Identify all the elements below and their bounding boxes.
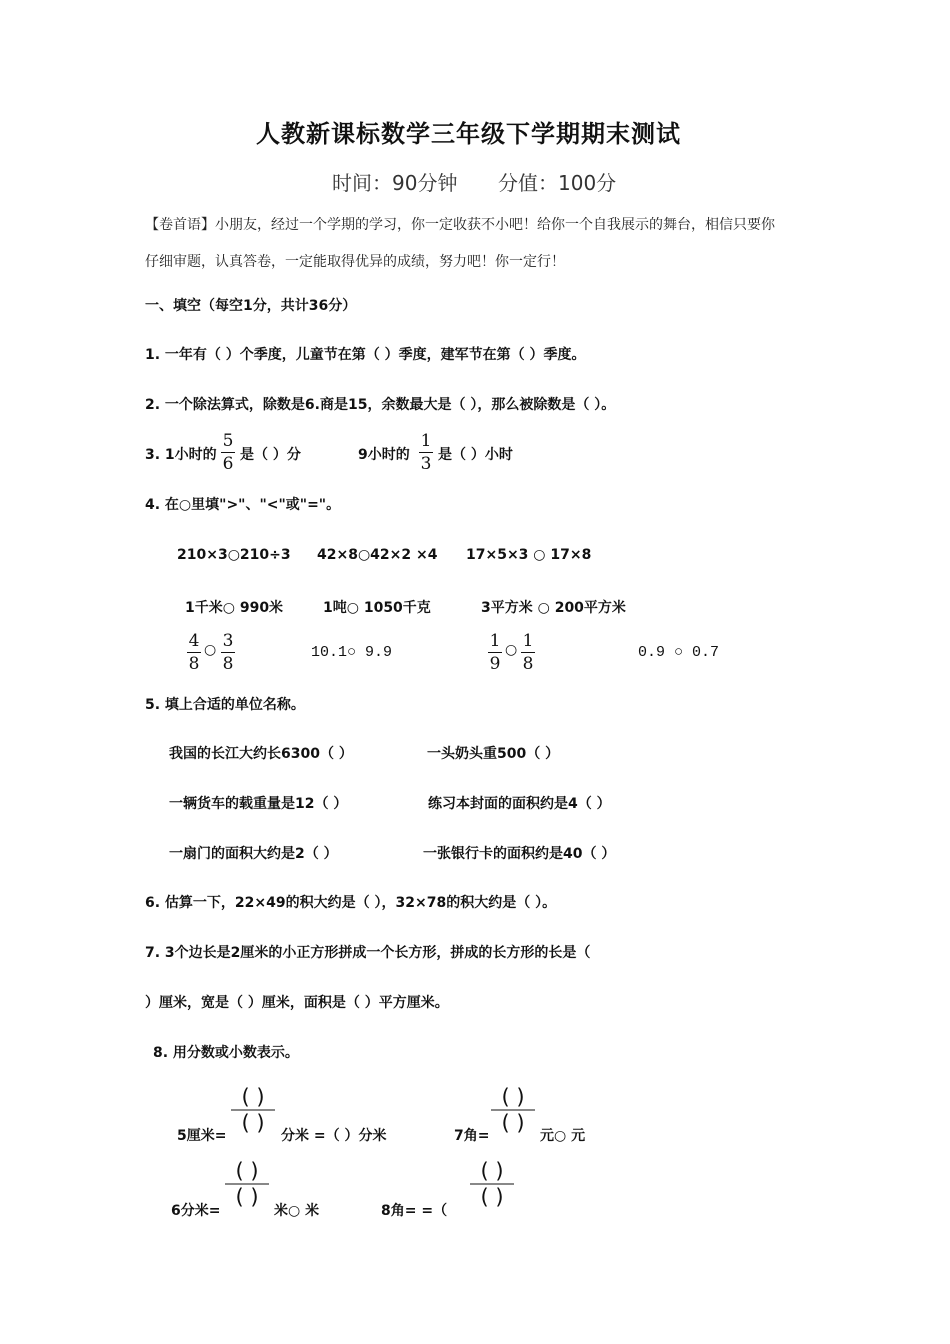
blank-numerator[interactable]: ( ) (480, 1159, 504, 1183)
q3-fraction-a (221, 431, 235, 474)
fraction-bar (488, 652, 502, 653)
unit-item: 练习本封面的面积约是4（ ） (428, 796, 611, 812)
q3-part-a-prefix: 3. 1小时的 (145, 447, 217, 463)
blank-numerator[interactable]: ( ) (241, 1085, 265, 1109)
question-5-stem: 5. 填上合适的单位名称。 (145, 697, 305, 713)
unit-item: 一头奶头重500（ ） (427, 746, 560, 762)
compare-item: 17×5×3 ○ 17×8 (466, 547, 592, 563)
blank-denominator[interactable]: ( ) (501, 1111, 525, 1135)
question-6: 6. 估算一下，22×49的积大约是（ ），32×78的积大约是（ ）。 (145, 895, 557, 911)
unit-item: 一辆货车的载重量是12（ ） (169, 796, 348, 812)
intro-label: 【卷首语】 (145, 217, 215, 233)
fraction-denominator: 6 (222, 454, 234, 474)
question-1: 1. 一年有（ ）个季度，儿童节在第（ ）季度，建军节在第（ ）季度。 (145, 347, 586, 363)
fraction-bar (221, 652, 235, 653)
q3-part-b-prefix: 9小时的 (358, 447, 410, 463)
question-7-line-2: ）厘米，宽是（ ）厘米，面积是（ ）平方厘米。 (145, 995, 449, 1011)
fraction-bar (221, 452, 235, 453)
blank-denominator[interactable]: ( ) (480, 1185, 504, 1209)
q8-d-prefix: 8角= =（ (381, 1203, 448, 1219)
blank-numerator[interactable]: ( ) (501, 1085, 525, 1109)
fraction-numerator: 4 (188, 631, 200, 651)
fraction-numerator: 1 (522, 631, 534, 651)
q3-part-a-suffix: 是（ ）分 (240, 447, 301, 463)
unit-item: 我国的长江大约长6300（ ） (169, 746, 353, 762)
q8-a-suffix: 分米 =（ ）分米 (281, 1128, 387, 1144)
blank-fraction (225, 1160, 269, 1208)
time-info: 时间：90分钟 (332, 171, 458, 195)
blank-denominator[interactable]: ( ) (241, 1111, 265, 1135)
q8-c-suffix: 米○ 米 (274, 1203, 320, 1219)
page-title: 人教新课标数学三年级下学期期末测试 (256, 120, 681, 148)
q3-part-b-suffix: 是（ ）小时 (438, 447, 513, 463)
score-info: 分值：100分 (498, 171, 617, 195)
fraction-numerator: 5 (222, 431, 234, 451)
blank-numerator[interactable]: ( ) (235, 1159, 259, 1183)
q8-c-prefix: 6分米= (171, 1203, 221, 1219)
fraction-denominator: 9 (489, 654, 501, 674)
fraction-denominator: 8 (188, 654, 200, 674)
fraction-denominator: 8 (522, 654, 534, 674)
unit-item: 一张银行卡的面积约是40（ ） (423, 846, 616, 862)
blank-fraction (470, 1160, 514, 1208)
q4-fraction-3 (488, 631, 502, 674)
intro-line-1 (145, 214, 775, 234)
fraction-bar (419, 452, 433, 453)
fraction-denominator: 8 (222, 654, 234, 674)
q3-fraction-b (419, 431, 433, 474)
compare-item: 42×8○42×2 ×4 (317, 547, 438, 563)
unit-item: 一扇门的面积大约是2（ ） (169, 846, 338, 862)
compare-circle[interactable]: ○ (505, 642, 518, 658)
q8-b-suffix: 元○ 元 (540, 1128, 586, 1144)
compare-item-decimal: 0.9 ○ 0.7 (638, 644, 720, 661)
fraction-bar (521, 652, 535, 653)
fraction-numerator: 1 (489, 631, 501, 651)
q4-fraction-4 (521, 631, 535, 674)
compare-item: 210×3○210÷3 (177, 547, 291, 563)
q4-fraction-1 (187, 631, 201, 674)
question-2: 2. 一个除法算式，除数是6.商是15，余数最大是（ ），那么被除数是（ ）。 (145, 397, 616, 413)
blank-fraction (491, 1086, 535, 1134)
compare-item: 1吨○ 1050千克 (323, 600, 431, 616)
blank-denominator[interactable]: ( ) (235, 1185, 259, 1209)
compare-item: 3平方米 ○ 200平方米 (481, 600, 626, 616)
q8-b-prefix: 7角= (454, 1128, 490, 1144)
fraction-denominator: 3 (420, 454, 432, 474)
section-heading: 一、填空（每空1分，共计36分） (145, 298, 357, 314)
fraction-numerator: 1 (420, 431, 432, 451)
q4-fraction-2 (221, 631, 235, 674)
question-7-line-1: 7. 3个边长是2厘米的小正方形拼成一个长方形，拼成的长方形的长是（ (145, 945, 591, 961)
compare-item-decimal: 10.1○ 9.9 (311, 644, 393, 661)
q8-a-prefix: 5厘米= (177, 1128, 227, 1144)
fraction-numerator: 3 (222, 631, 234, 651)
fraction-bar (187, 652, 201, 653)
blank-fraction (231, 1086, 275, 1134)
question-4-stem: 4. 在○里填">"、"<"或"="。 (145, 497, 341, 513)
question-8-stem: 8. 用分数或小数表示。 (153, 1045, 299, 1061)
compare-circle[interactable]: ○ (204, 642, 217, 658)
intro-text-1: 小朋友，经过一个学期的学习，你一定收获不小吧！给你一个自我展示的舞台，相信只要你 (215, 217, 775, 233)
compare-item: 1千米○ 990米 (185, 600, 284, 616)
intro-line-2: 仔细审题，认真答卷，一定能取得优异的成绩，努力吧！你一定行！ (145, 254, 565, 270)
